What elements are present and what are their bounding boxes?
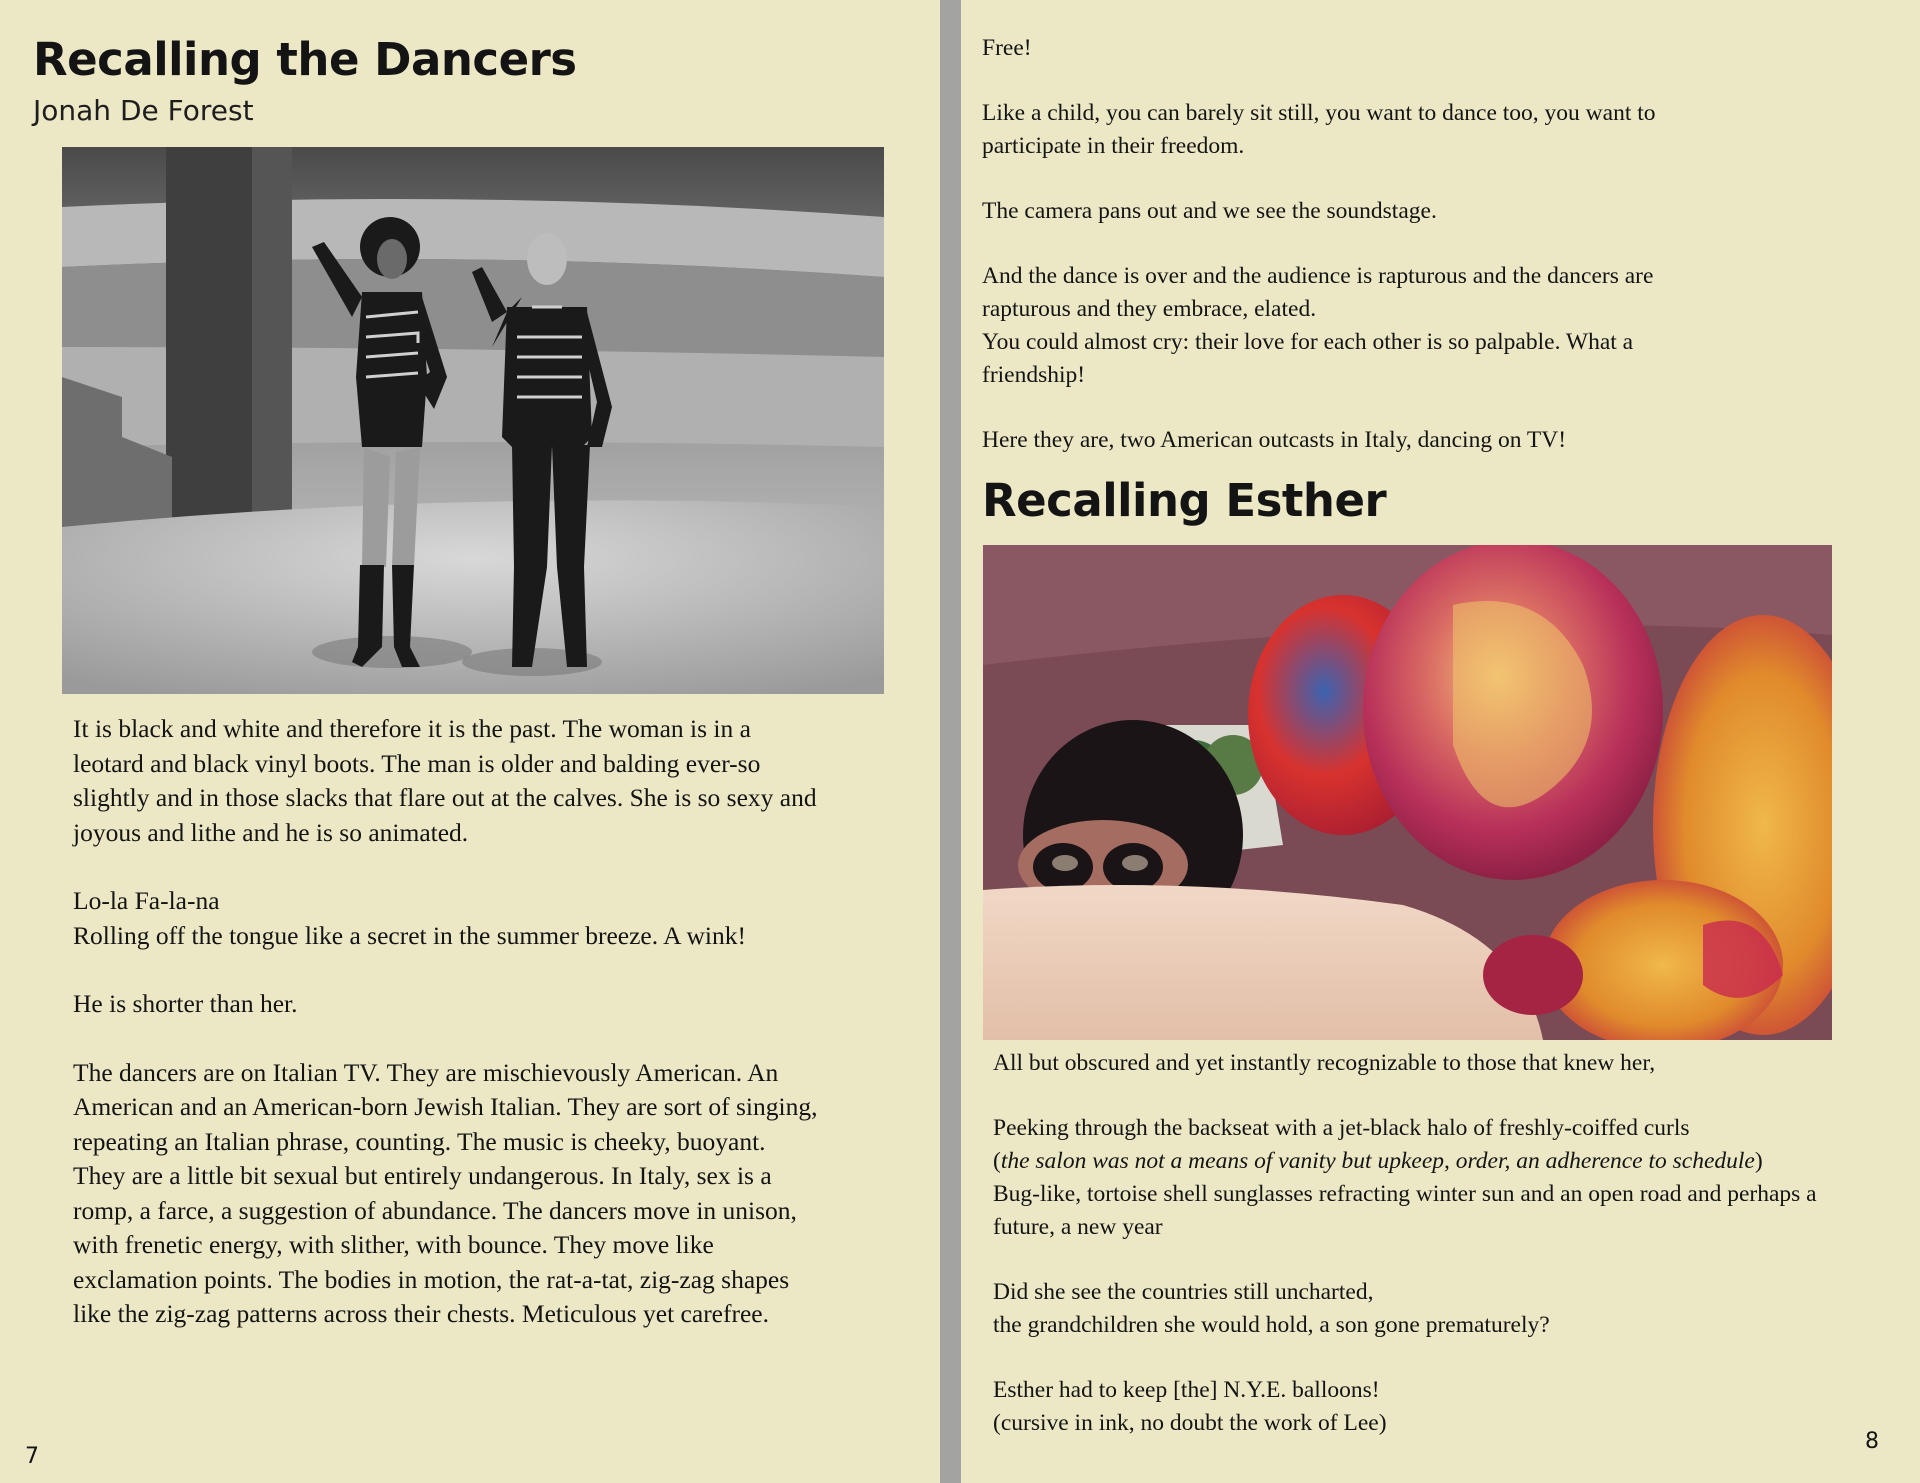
caption-line: Bug-like, tortoise shell sunglasses refracting winter sun and an open road and perhaps a: [993, 1181, 1817, 1207]
dancers-essay-continued: [982, 32, 1656, 457]
caption-line: Esther had to keep [the] N.Y.E. balloons!: [993, 1377, 1380, 1403]
essay-line: He is shorter than her.: [73, 989, 298, 1018]
caption-line: All but obscured and yet instantly recognizable to those that knew her,: [993, 1050, 1656, 1076]
essay-line: like the zig-zag patterns across their chests. Meticulous yet carefree.: [73, 1299, 769, 1328]
dancers-photo-image: [62, 147, 884, 694]
essay-line: It is black and white and therefore it is the past. The woman is in a: [73, 714, 751, 743]
caption-line-italic-note: (the salon was not a means of vanity but upkeep, order, an adherence to schedule): [993, 1148, 1763, 1174]
article-title: Recalling the Dancers: [33, 33, 577, 86]
essay-line: Rolling off the tongue like a secret in the summer breeze. A wink!: [73, 920, 746, 950]
essay-line: And the dance is over and the audience is rapturous and the dancers are: [982, 263, 1654, 289]
essay-line: Free!: [982, 35, 1032, 61]
page-number-left: 7: [25, 1444, 39, 1469]
essay-line: exclamation points. The bodies in motion, the rat-a-tat, zig-zag shapes: [73, 1264, 790, 1294]
essay-line: They are a little bit sexual but entirely undangerous. In Italy, sex is a: [73, 1161, 772, 1190]
essay-line: slightly and in those slacks that flare out at the calves. She is so sexy and: [73, 783, 817, 812]
caption-line: (cursive in ink, no doubt the work of Lee): [993, 1410, 1387, 1436]
esther-caption-text: [993, 1047, 1817, 1440]
essay-line: You could almost cry: their love for each other is so palpable. What a: [982, 329, 1634, 355]
dancers-essay-text: [73, 712, 817, 1332]
esther-balloons-photo-image: [983, 545, 1832, 1040]
section-title: Recalling Esther: [982, 474, 1387, 527]
caption-line: Peeking through the backseat with a jet-black halo of freshly-coiffed curls: [993, 1115, 1690, 1141]
left-page: [0, 0, 940, 1483]
essay-line: friendship!: [982, 362, 1086, 388]
essay-line: Lo-la Fa-la-na: [73, 886, 220, 915]
essay-line: American and an American-born Jewish Italian. They are sort of singing,: [73, 1092, 818, 1121]
esther-balloons-photo: [983, 545, 1832, 1040]
caption-line: Did she see the countries still uncharted,: [993, 1279, 1374, 1305]
essay-line: romp, a farce, a suggestion of abundance. The dancers move in unison,: [73, 1195, 797, 1225]
essay-line: The dancers are on Italian TV. They are mischievously American. An: [73, 1057, 779, 1087]
book-gutter: [940, 0, 961, 1483]
essay-line: Here they are, two American outcasts in Italy, dancing on TV!: [982, 427, 1567, 453]
caption-line: future, a new year: [993, 1214, 1163, 1240]
essay-line: rapturous and they embrace, elated.: [982, 296, 1317, 322]
caption-line: the grandchildren she would hold, a son gone prematurely?: [993, 1312, 1550, 1338]
author-byline: Jonah De Forest: [33, 94, 254, 127]
essay-line: leotard and black vinyl boots. The man is older and balding ever-so: [73, 748, 761, 778]
essay-line: joyous and lithe and he is so animated.: [73, 817, 469, 847]
dancers-photo: [62, 147, 884, 694]
essay-line: with frenetic energy, with slither, with bounce. They move like: [73, 1230, 714, 1259]
essay-line: participate in their freedom.: [982, 133, 1245, 159]
essay-line: repeating an Italian phrase, counting. The music is cheeky, buoyant.: [73, 1126, 766, 1156]
essay-line: Like a child, you can barely sit still, you want to dance too, you want to: [982, 100, 1656, 126]
page-number-right: 8: [1865, 1429, 1879, 1454]
essay-line: The camera pans out and we see the soundstage.: [982, 198, 1437, 224]
